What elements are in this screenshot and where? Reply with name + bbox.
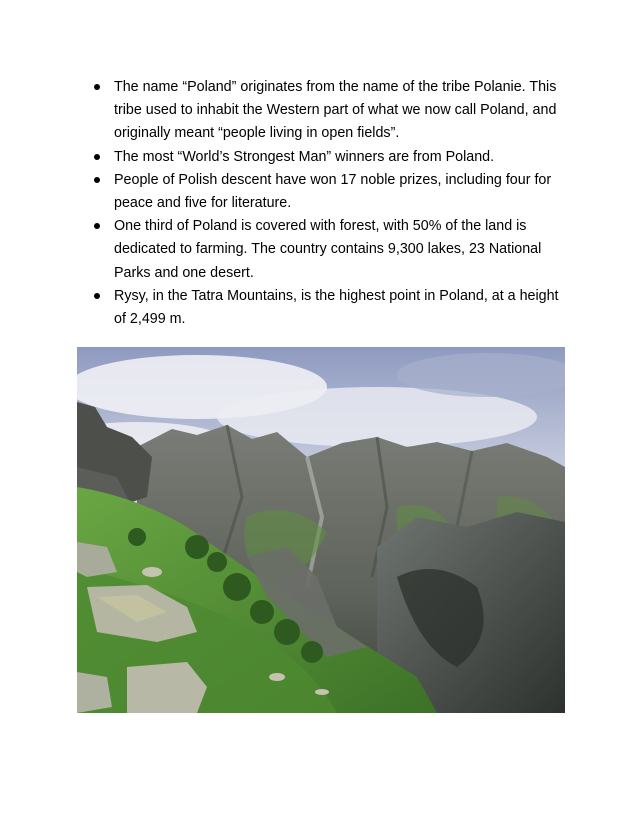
list-item: People of Polish descent have won 17 noble prizes, including four for peace and five for literature. <box>93 169 573 215</box>
list-item: Rysy, in the Tatra Mountains, is the highest point in Poland, at a height of 2,499 m. <box>93 285 573 331</box>
list-item: The most “World’s Strongest Man” winners are from Poland. <box>93 146 573 169</box>
list-item: One third of Poland is covered with forest, with 50% of the land is dedicated to farming. The country contains 9,300 lakes, 23 National Parks and one desert. <box>93 215 573 285</box>
fact-list <box>93 76 573 331</box>
tatra-mountains-photo <box>77 347 565 713</box>
mountain-landscape-image <box>77 347 565 713</box>
list-item: The name “Poland” originates from the name of the tribe Polanie. This tribe used to inhabit the Western part of what we now call Poland, and originally meant “people living in open fields”. <box>93 76 573 146</box>
